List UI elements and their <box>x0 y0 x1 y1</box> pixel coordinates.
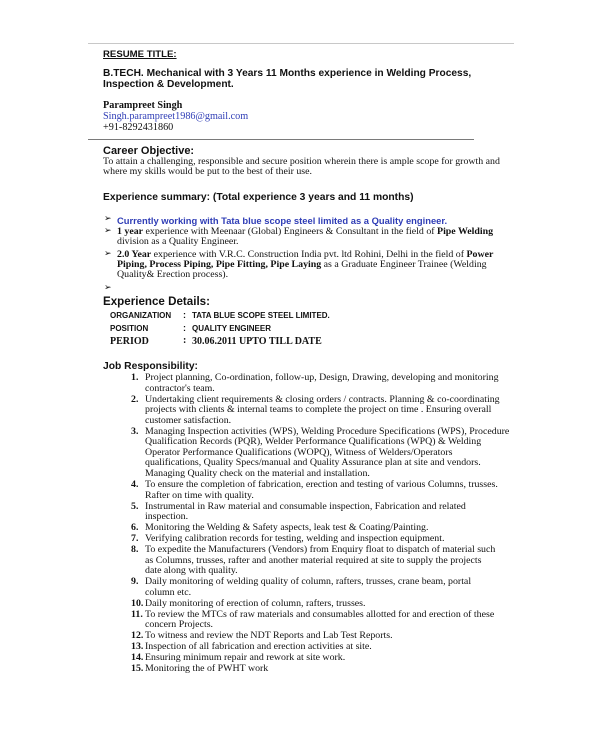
list-item-text: Project planning, Co-ordination, follow-up, Design, Drawing, developing and monitoring <box>145 372 499 383</box>
list-item-text: Operator Performance Qualifications (WOPQ), Witness of Welders/Operators <box>145 446 453 458</box>
list-item-number: 5. <box>131 500 139 512</box>
career-objective-line-1: To attain a challenging, responsible and secure position wherein there is ample scope for growth and <box>103 156 500 167</box>
list-item-number: 15. <box>131 663 144 675</box>
arrow-bullet-icon: ➢ <box>104 249 112 259</box>
list-item-text: To witness and review the NDT Reports and Lab Test Reports. <box>145 630 393 642</box>
list-item-text: Managing Inspection activities (WPS), Welding Procedure Specifications (WPS), Procedure <box>145 425 510 437</box>
summary-item-2 <box>117 250 493 280</box>
summary-item-2-line-3: Quality& Erection process). <box>117 269 229 280</box>
arrow-bullet-icon: ➢ <box>104 226 112 236</box>
list-item-text: Monitoring the Welding & Safety aspects, leak test & Coating/Painting. <box>145 522 429 534</box>
summary-item-1 <box>117 227 493 247</box>
summary-item-1-line-2: division as a Quality Engineer. <box>117 236 239 247</box>
list-item-text: customer satisfaction. <box>145 414 232 426</box>
list-item-number: 8. <box>131 544 139 556</box>
arrow-bullet-icon: ➢ <box>104 283 112 293</box>
list-item-number: 6. <box>131 522 139 534</box>
period-value: 30.06.2011 UPTO TILL DATE <box>192 336 322 347</box>
candidate-name: Parampreet Singh <box>103 100 183 111</box>
list-item-number: 1. <box>131 372 139 383</box>
summary-item-2-role: as a Graduate Engineer Trainee (Welding <box>321 259 487 270</box>
section-divider <box>88 139 474 140</box>
email-link[interactable]: Singh.parampreet1986@gmail.com <box>103 111 249 122</box>
experience-details-heading: Experience Details: <box>103 295 210 308</box>
position-label: POSITION <box>110 324 149 333</box>
position-colon: : <box>183 323 186 333</box>
list-item-number: 10. <box>131 597 144 609</box>
list-item-text: Daily monitoring of erection of column, rafters, trusses. <box>145 597 366 609</box>
period-colon: : <box>183 335 187 346</box>
top-rule <box>88 43 514 44</box>
current-position: Currently working with Tata blue scope steel limited as a Quality engineer. <box>117 215 448 226</box>
summary-item-2-field: Power <box>466 249 494 260</box>
list-item-number: 3. <box>131 425 139 437</box>
list-item-text: Instrumental in Raw material and consumable inspection, Fabrication and related <box>145 500 466 512</box>
summary-item-1-text: experience with Meenaar (Global) Engineers & Consultant in the field of <box>143 226 438 237</box>
period-label: PERIOD <box>110 336 149 347</box>
list-item-text: To expedite the Manufacturers (Vendors) from Enquiry float to dispatch of material such <box>145 544 496 556</box>
list-item-text: qualifications, Quality Specs/manual and Quality Assurance plan at site and vendors. <box>145 457 481 469</box>
position-value: QUALITY ENGINEER <box>192 324 271 333</box>
list-item-number: 2. <box>131 393 139 405</box>
headline-line-1: B.TECH. Mechanical with 3 Years 11 Months experience in Welding Process, <box>103 68 472 79</box>
headline <box>103 68 471 90</box>
list-item-text: Monitoring the of PWHT work <box>145 663 269 675</box>
summary-item-2-text: experience with V.R.C. Construction India pvt. ltd Rohini, Delhi in the field of <box>151 249 467 260</box>
job-responsibility-heading: Job Responsibility: <box>103 361 198 372</box>
resume-title-label: RESUME TITLE: <box>103 49 177 60</box>
career-objective-line-2: where my skills would be put to the best of their use. <box>103 166 312 177</box>
list-item-text: Qualification Records (PQR), Welder Performance Qualifications (WPQ) & Welding <box>145 436 482 448</box>
summary-item-2-fields: Piping, Process Piping, Pipe Fitting, Pipe Laying <box>117 259 322 270</box>
summary-item-1-duration: 1 year <box>117 226 144 237</box>
list-item-text: Verifying calibration records for testing, welding and inspection equipment. <box>145 533 445 545</box>
list-item-text: inspection. <box>145 511 189 523</box>
list-item-number: 12. <box>131 630 144 642</box>
career-objective-heading: Career Objective: <box>103 145 195 157</box>
career-objective-text <box>103 157 500 177</box>
list-item-number: 11. <box>131 608 143 620</box>
list-item-text: Rafter on time with quality. <box>145 489 254 501</box>
list-item-text: Undertaking client requirements & closing orders / contracts. Planning & co-coordinating <box>145 393 500 405</box>
organization-value: TATA BLUE SCOPE STEEL LIMITED. <box>192 311 330 320</box>
list-item-text: concern Projects. <box>145 619 214 631</box>
organization-colon: : <box>183 310 186 320</box>
list-item-number: 9. <box>131 576 139 588</box>
list-item-text: To review the MTCs of raw materials and consumables allotted for and erection of these <box>145 608 495 620</box>
list-item-text: Ensuring minimum repair and rework at site work. <box>145 652 346 664</box>
organization-label: ORGANIZATION <box>110 311 172 320</box>
list-item-text: column etc. <box>145 586 192 598</box>
experience-summary-heading: Experience summary: (Total experience 3 years and 11 months) <box>103 192 414 203</box>
list-item-number: 4. <box>131 479 139 491</box>
phone-number: +91-8292431860 <box>103 122 174 133</box>
arrow-bullet-icon: ➢ <box>104 214 112 224</box>
list-item-text: To ensure the completion of fabrication, erection and testing of various Columns, trusses. <box>145 479 498 491</box>
list-item-text: projects with clients & internal teams to complete the project on time . Ensuring overall <box>145 404 492 416</box>
list-item-number: 14. <box>131 652 144 664</box>
list-item-number: 7. <box>131 533 139 545</box>
list-item-text: contractor's team. <box>145 382 215 394</box>
summary-item-1-field: Pipe Welding <box>437 226 494 237</box>
list-item-text: date along with quality. <box>145 565 238 577</box>
headline-line-2: Inspection & Development. <box>103 79 234 90</box>
summary-item-2-duration: 2.0 Year <box>117 249 152 260</box>
list-item-text: Inspection of all fabrication and erection activities at site. <box>145 641 372 653</box>
list-item-text: as Columns, trusses, rafter and another material required at site to supply the projects <box>145 554 482 566</box>
list-item-text: Managing Quality check on the material and installation. <box>145 468 370 480</box>
list-item-number: 13. <box>131 641 144 653</box>
list-item-text: Daily monitoring of welding quality of column, rafters, trusses, crane beam, portal <box>145 576 472 588</box>
